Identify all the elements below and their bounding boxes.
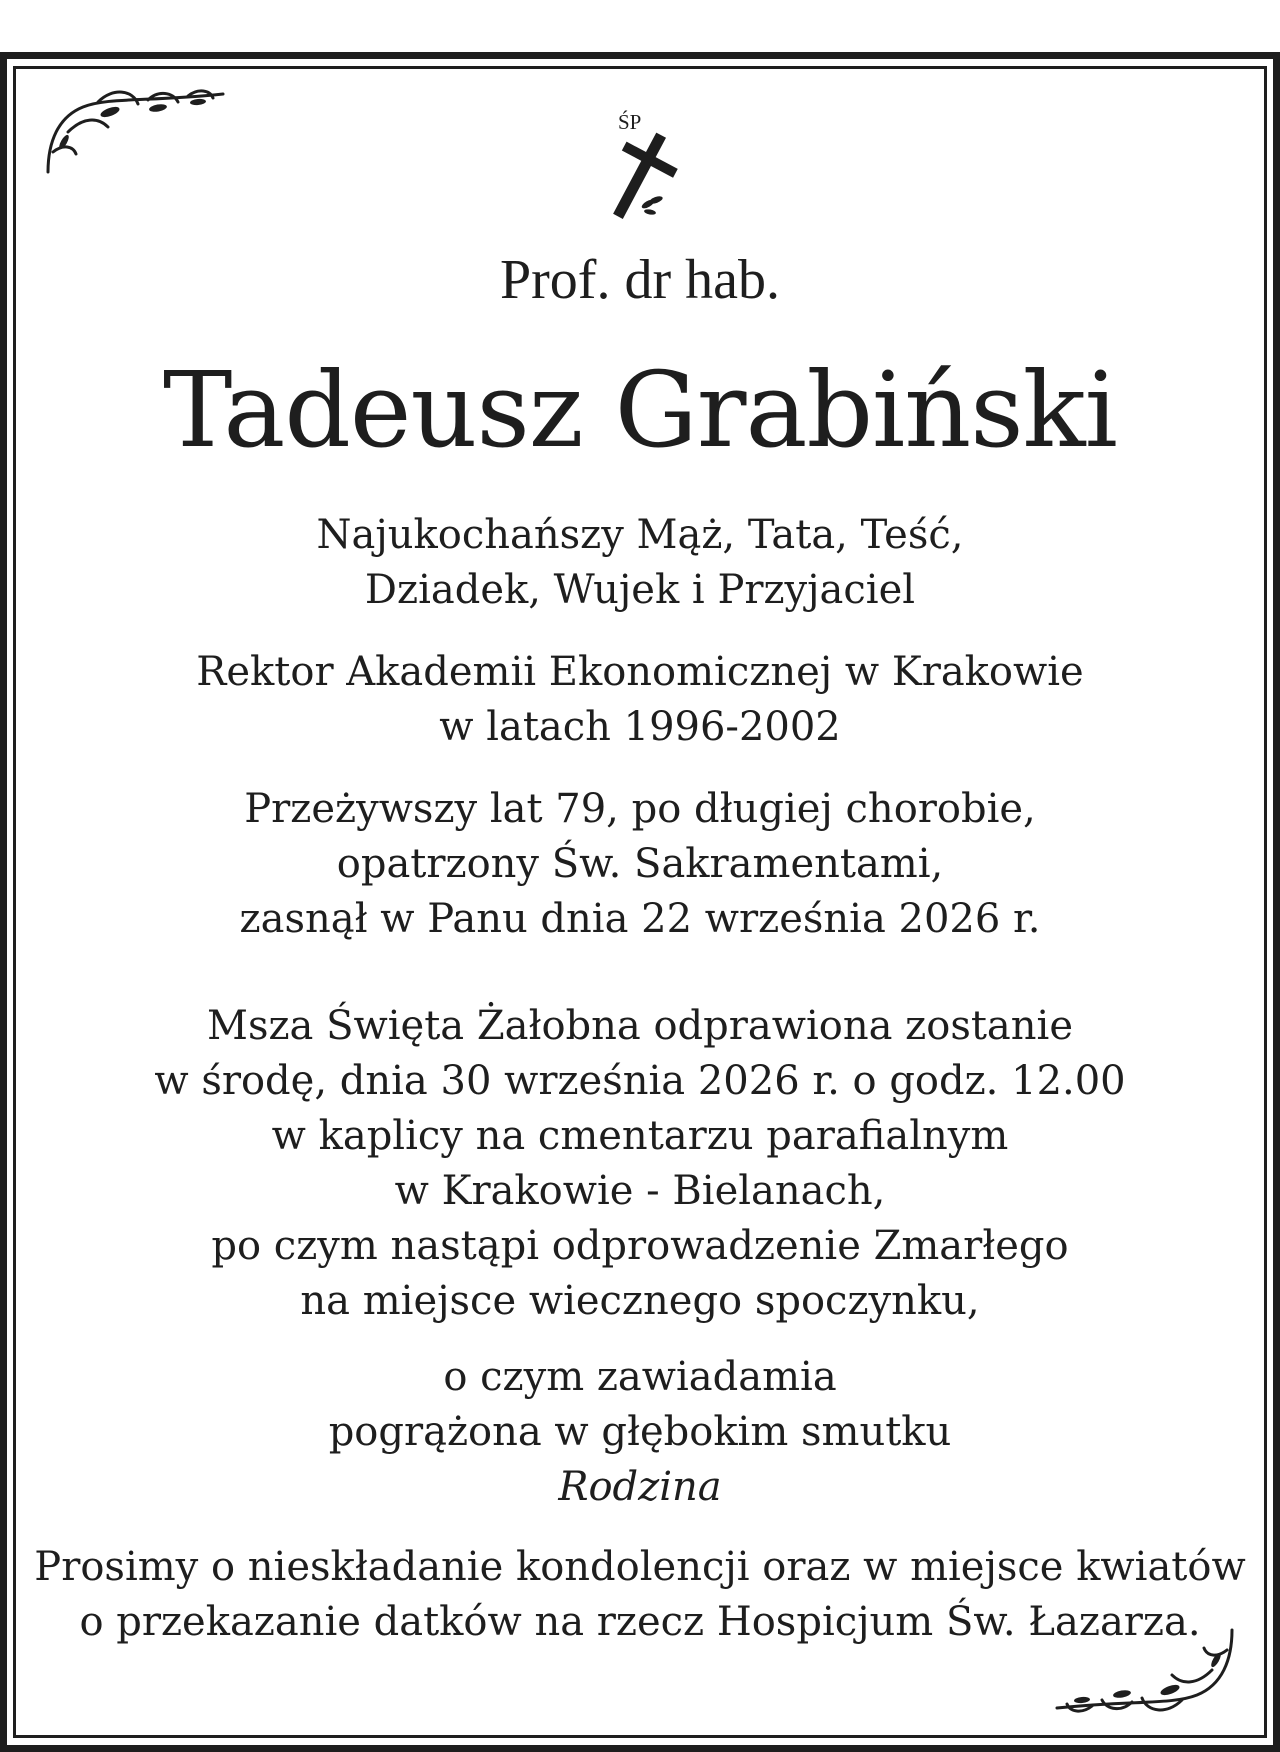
text-line: Rektor Akademii Ekonomicznej w Krakowie	[196, 649, 1084, 695]
text-line: Dziadek, Wujek i Przyjaciel	[364, 567, 916, 613]
text-line: w kaplicy na cmentarzu parafialnym	[271, 1113, 1009, 1159]
text-line: zasnął w Panu dnia 22 września 2026 r.	[239, 896, 1041, 942]
mass-paragraph	[20, 999, 1260, 1329]
sp-header	[590, 110, 690, 220]
sp-mark: ŚP	[618, 110, 642, 134]
text-line: Msza Święta Żałobna odprawiona zostanie	[206, 1003, 1073, 1049]
deceased-name: Tadeusz Grabiński	[163, 349, 1117, 471]
cross-icon	[590, 130, 690, 222]
text-line: opatrzony Św. Sakramentami,	[336, 841, 944, 887]
floral-corner-icon	[38, 82, 233, 182]
text-line: w środę, dnia 30 września 2026 r. o godz. 12.00	[154, 1058, 1126, 1104]
text-line: o przekazanie datków na rzecz Hospicjum Św. Łazarza.	[79, 1599, 1201, 1645]
notice-paragraph	[20, 1350, 1260, 1515]
family-signature: Rodzina	[558, 1464, 722, 1510]
text-line: po czym nastąpi odprowadzenie Zmarłego	[211, 1223, 1069, 1269]
text-line: pogrążona w głębokim smutku	[328, 1409, 952, 1455]
text-line: Przeżywszy lat 79, po długiej chorobie,	[244, 786, 1036, 832]
academic-title: Prof. dr hab.	[500, 249, 780, 311]
text-line: Prosimy o nieskładanie kondolencji oraz w miejsce kwiatów	[34, 1544, 1246, 1590]
death-paragraph	[20, 782, 1260, 947]
text-line: w Krakowie - Bielanach,	[394, 1168, 886, 1214]
text-line: Najukochańszy Mąż, Tata, Teść,	[316, 512, 964, 558]
rector-paragraph	[20, 645, 1260, 755]
request-paragraph	[20, 1540, 1260, 1650]
text-line: o czym zawiadamia	[443, 1354, 837, 1400]
text-line: w latach 1996-2002	[439, 704, 841, 750]
text-line: na miejsce wiecznego spoczynku,	[300, 1278, 980, 1324]
family-roles-paragraph	[20, 508, 1260, 618]
